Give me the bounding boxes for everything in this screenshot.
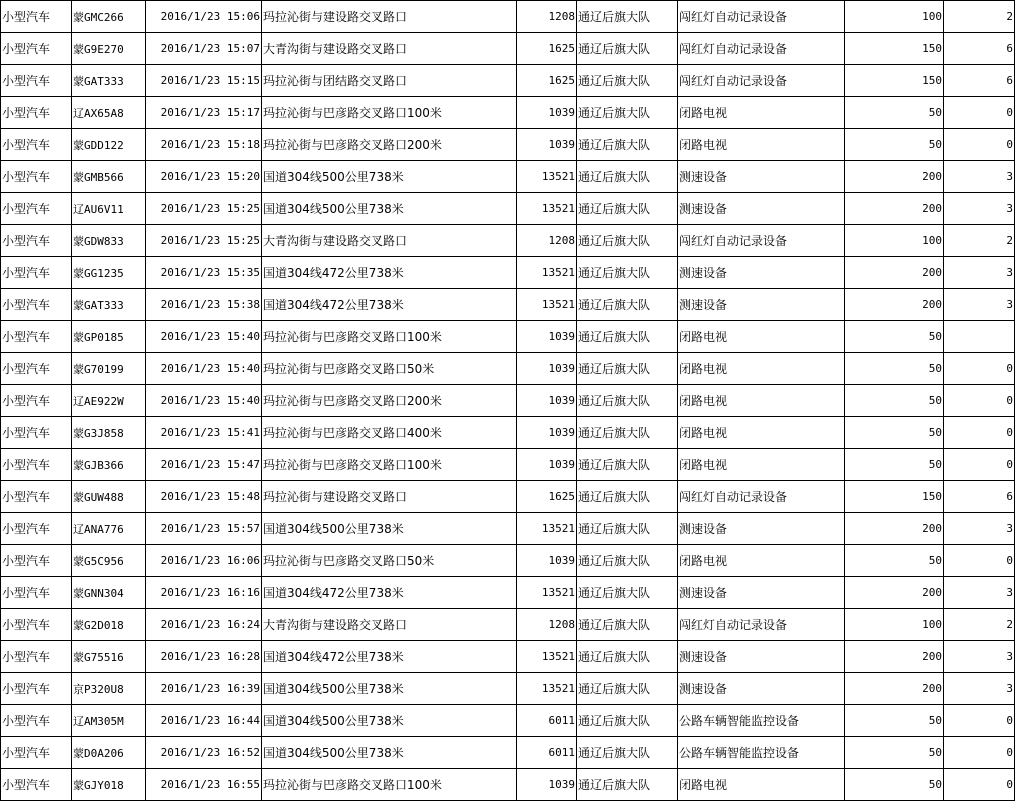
police-team-cell[interactable]: 通辽后旗大队: [577, 97, 678, 129]
vehicle-type-cell[interactable]: 小型汽车: [1, 577, 72, 609]
vehicle-type-cell[interactable]: 小型汽车: [1, 609, 72, 641]
table-row[interactable]: [1, 609, 1015, 641]
location-cell[interactable]: 玛拉沁街与巴彦路交叉路口100米: [262, 449, 517, 481]
police-team-cell[interactable]: 通辽后旗大队: [577, 65, 678, 97]
capture-device-cell[interactable]: 测速设备: [678, 673, 845, 705]
vehicle-type-cell[interactable]: 小型汽车: [1, 449, 72, 481]
plate-number-cell[interactable]: 蒙GG1235: [72, 257, 146, 289]
table-row[interactable]: [1, 641, 1015, 673]
capture-device-cell[interactable]: 闯红灯自动记录设备: [678, 225, 845, 257]
violation-time-cell[interactable]: 2016/1/23 15:35: [146, 257, 262, 289]
location-cell[interactable]: 国道304线472公里738米: [262, 257, 517, 289]
fine-amount-cell[interactable]: 50: [845, 769, 944, 801]
fine-amount-cell[interactable]: 50: [845, 353, 944, 385]
violation-code-cell[interactable]: 1208: [517, 225, 577, 257]
vehicle-type-cell[interactable]: 小型汽车: [1, 769, 72, 801]
location-cell[interactable]: 玛拉沁街与巴彦路交叉路口50米: [262, 353, 517, 385]
plate-number-cell[interactable]: 蒙GNN304: [72, 577, 146, 609]
plate-number-cell[interactable]: 辽AU6V11: [72, 193, 146, 225]
violation-code-cell[interactable]: 1039: [517, 129, 577, 161]
penalty-points-cell[interactable]: 0: [944, 353, 1015, 385]
capture-device-cell[interactable]: 测速设备: [678, 641, 845, 673]
plate-number-cell[interactable]: 蒙G2D018: [72, 609, 146, 641]
police-team-cell[interactable]: 通辽后旗大队: [577, 353, 678, 385]
location-cell[interactable]: 玛拉沁街与团结路交叉路口: [262, 65, 517, 97]
capture-device-cell[interactable]: 闯红灯自动记录设备: [678, 609, 845, 641]
capture-device-cell[interactable]: 闯红灯自动记录设备: [678, 33, 845, 65]
penalty-points-cell[interactable]: 3: [944, 193, 1015, 225]
police-team-cell[interactable]: 通辽后旗大队: [577, 449, 678, 481]
capture-device-cell[interactable]: 公路车辆智能监控设备: [678, 737, 845, 769]
violation-time-cell[interactable]: 2016/1/23 15:18: [146, 129, 262, 161]
violation-time-cell[interactable]: 2016/1/23 16:52: [146, 737, 262, 769]
fine-amount-cell[interactable]: 200: [845, 193, 944, 225]
table-row[interactable]: [1, 353, 1015, 385]
capture-device-cell[interactable]: 闯红灯自动记录设备: [678, 481, 845, 513]
fine-amount-cell[interactable]: 50: [845, 97, 944, 129]
table-row[interactable]: [1, 449, 1015, 481]
penalty-points-cell[interactable]: 0: [944, 385, 1015, 417]
capture-device-cell[interactable]: 闭路电视: [678, 449, 845, 481]
fine-amount-cell[interactable]: 50: [845, 705, 944, 737]
table-row[interactable]: [1, 417, 1015, 449]
capture-device-cell[interactable]: 测速设备: [678, 513, 845, 545]
location-cell[interactable]: 玛拉沁街与巴彦路交叉路口200米: [262, 385, 517, 417]
violation-time-cell[interactable]: 2016/1/23 16:24: [146, 609, 262, 641]
location-cell[interactable]: 玛拉沁街与巴彦路交叉路口50米: [262, 545, 517, 577]
penalty-points-cell[interactable]: 3: [944, 641, 1015, 673]
fine-amount-cell[interactable]: 200: [845, 513, 944, 545]
police-team-cell[interactable]: 通辽后旗大队: [577, 705, 678, 737]
location-cell[interactable]: 国道304线500公里738米: [262, 737, 517, 769]
capture-device-cell[interactable]: 测速设备: [678, 289, 845, 321]
penalty-points-cell[interactable]: 6: [944, 481, 1015, 513]
location-cell[interactable]: 国道304线500公里738米: [262, 673, 517, 705]
violation-code-cell[interactable]: 13521: [517, 673, 577, 705]
plate-number-cell[interactable]: 蒙GJB366: [72, 449, 146, 481]
table-row[interactable]: [1, 161, 1015, 193]
penalty-points-cell[interactable]: 2: [944, 1, 1015, 33]
capture-device-cell[interactable]: 测速设备: [678, 193, 845, 225]
penalty-points-cell[interactable]: [944, 321, 1015, 353]
vehicle-type-cell[interactable]: 小型汽车: [1, 385, 72, 417]
table-row[interactable]: [1, 129, 1015, 161]
plate-number-cell[interactable]: 蒙GP0185: [72, 321, 146, 353]
penalty-points-cell[interactable]: 3: [944, 257, 1015, 289]
police-team-cell[interactable]: 通辽后旗大队: [577, 513, 678, 545]
penalty-points-cell[interactable]: 3: [944, 513, 1015, 545]
fine-amount-cell[interactable]: 100: [845, 225, 944, 257]
capture-device-cell[interactable]: 测速设备: [678, 161, 845, 193]
police-team-cell[interactable]: 通辽后旗大队: [577, 769, 678, 801]
penalty-points-cell[interactable]: 6: [944, 65, 1015, 97]
penalty-points-cell[interactable]: 0: [944, 417, 1015, 449]
violation-code-cell[interactable]: 13521: [517, 193, 577, 225]
vehicle-type-cell[interactable]: 小型汽车: [1, 353, 72, 385]
penalty-points-cell[interactable]: 0: [944, 705, 1015, 737]
plate-number-cell[interactable]: 辽AX65A8: [72, 97, 146, 129]
table-row[interactable]: [1, 321, 1015, 353]
violation-code-cell[interactable]: 13521: [517, 257, 577, 289]
police-team-cell[interactable]: 通辽后旗大队: [577, 385, 678, 417]
capture-device-cell[interactable]: 闭路电视: [678, 353, 845, 385]
fine-amount-cell[interactable]: 50: [845, 545, 944, 577]
violation-time-cell[interactable]: 2016/1/23 16:28: [146, 641, 262, 673]
violation-code-cell[interactable]: 6011: [517, 705, 577, 737]
plate-number-cell[interactable]: 辽AM305M: [72, 705, 146, 737]
vehicle-type-cell[interactable]: 小型汽车: [1, 513, 72, 545]
vehicle-type-cell[interactable]: 小型汽车: [1, 193, 72, 225]
penalty-points-cell[interactable]: 0: [944, 769, 1015, 801]
police-team-cell[interactable]: 通辽后旗大队: [577, 577, 678, 609]
violation-time-cell[interactable]: 2016/1/23 15:15: [146, 65, 262, 97]
table-row[interactable]: [1, 257, 1015, 289]
table-row[interactable]: [1, 481, 1015, 513]
penalty-points-cell[interactable]: 3: [944, 289, 1015, 321]
violation-code-cell[interactable]: 13521: [517, 641, 577, 673]
violation-time-cell[interactable]: 2016/1/23 15:40: [146, 353, 262, 385]
plate-number-cell[interactable]: 辽AE922W: [72, 385, 146, 417]
location-cell[interactable]: 国道304线500公里738米: [262, 705, 517, 737]
capture-device-cell[interactable]: 闭路电视: [678, 321, 845, 353]
capture-device-cell[interactable]: 闭路电视: [678, 417, 845, 449]
fine-amount-cell[interactable]: 200: [845, 257, 944, 289]
vehicle-type-cell[interactable]: 小型汽车: [1, 97, 72, 129]
violation-code-cell[interactable]: 1625: [517, 481, 577, 513]
plate-number-cell[interactable]: 蒙GDW833: [72, 225, 146, 257]
penalty-points-cell[interactable]: 3: [944, 161, 1015, 193]
violation-code-cell[interactable]: 1039: [517, 417, 577, 449]
table-row[interactable]: [1, 193, 1015, 225]
plate-number-cell[interactable]: 蒙GJY018: [72, 769, 146, 801]
police-team-cell[interactable]: 通辽后旗大队: [577, 641, 678, 673]
location-cell[interactable]: 玛拉沁街与建设路交叉路口: [262, 481, 517, 513]
plate-number-cell[interactable]: 蒙GAT333: [72, 65, 146, 97]
table-row[interactable]: [1, 577, 1015, 609]
plate-number-cell[interactable]: 蒙GDD122: [72, 129, 146, 161]
penalty-points-cell[interactable]: 2: [944, 225, 1015, 257]
table-row[interactable]: [1, 385, 1015, 417]
location-cell[interactable]: 玛拉沁街与建设路交叉路口: [262, 1, 517, 33]
table-row[interactable]: [1, 769, 1015, 801]
capture-device-cell[interactable]: 闭路电视: [678, 769, 845, 801]
table-row[interactable]: [1, 705, 1015, 737]
vehicle-type-cell[interactable]: 小型汽车: [1, 417, 72, 449]
violation-time-cell[interactable]: 2016/1/23 15:57: [146, 513, 262, 545]
location-cell[interactable]: 玛拉沁街与巴彦路交叉路口100米: [262, 97, 517, 129]
violation-time-cell[interactable]: 2016/1/23 16:44: [146, 705, 262, 737]
violation-code-cell[interactable]: 6011: [517, 737, 577, 769]
fine-amount-cell[interactable]: 50: [845, 417, 944, 449]
police-team-cell[interactable]: 通辽后旗大队: [577, 481, 678, 513]
capture-device-cell[interactable]: 测速设备: [678, 257, 845, 289]
vehicle-type-cell[interactable]: 小型汽车: [1, 33, 72, 65]
police-team-cell[interactable]: 通辽后旗大队: [577, 289, 678, 321]
vehicle-type-cell[interactable]: 小型汽车: [1, 65, 72, 97]
vehicle-type-cell[interactable]: 小型汽车: [1, 225, 72, 257]
fine-amount-cell[interactable]: 100: [845, 1, 944, 33]
table-row[interactable]: [1, 289, 1015, 321]
fine-amount-cell[interactable]: 150: [845, 33, 944, 65]
fine-amount-cell[interactable]: 150: [845, 481, 944, 513]
location-cell[interactable]: 国道304线500公里738米: [262, 161, 517, 193]
penalty-points-cell[interactable]: 0: [944, 545, 1015, 577]
fine-amount-cell[interactable]: 50: [845, 449, 944, 481]
vehicle-type-cell[interactable]: 小型汽车: [1, 1, 72, 33]
plate-number-cell[interactable]: 蒙GAT333: [72, 289, 146, 321]
fine-amount-cell[interactable]: 200: [845, 289, 944, 321]
fine-amount-cell[interactable]: 100: [845, 609, 944, 641]
table-row[interactable]: [1, 1, 1015, 33]
fine-amount-cell[interactable]: 50: [845, 385, 944, 417]
table-row[interactable]: [1, 673, 1015, 705]
violation-code-cell[interactable]: 1039: [517, 545, 577, 577]
vehicle-type-cell[interactable]: 小型汽车: [1, 289, 72, 321]
penalty-points-cell[interactable]: 2: [944, 609, 1015, 641]
vehicle-type-cell[interactable]: 小型汽车: [1, 481, 72, 513]
plate-number-cell[interactable]: 蒙G3J858: [72, 417, 146, 449]
vehicle-type-cell[interactable]: 小型汽车: [1, 705, 72, 737]
violation-code-cell[interactable]: 1625: [517, 65, 577, 97]
plate-number-cell[interactable]: 蒙GUW488: [72, 481, 146, 513]
police-team-cell[interactable]: 通辽后旗大队: [577, 225, 678, 257]
violation-time-cell[interactable]: 2016/1/23 15:06: [146, 1, 262, 33]
violation-time-cell[interactable]: 2016/1/23 16:16: [146, 577, 262, 609]
capture-device-cell[interactable]: 闭路电视: [678, 129, 845, 161]
police-team-cell[interactable]: 通辽后旗大队: [577, 417, 678, 449]
vehicle-type-cell[interactable]: 小型汽车: [1, 129, 72, 161]
plate-number-cell[interactable]: 蒙GMC266: [72, 1, 146, 33]
table-row[interactable]: [1, 65, 1015, 97]
violation-code-cell[interactable]: 13521: [517, 513, 577, 545]
violation-time-cell[interactable]: 2016/1/23 16:55: [146, 769, 262, 801]
location-cell[interactable]: 国道304线500公里738米: [262, 193, 517, 225]
fine-amount-cell[interactable]: 50: [845, 129, 944, 161]
violation-code-cell[interactable]: 1039: [517, 353, 577, 385]
plate-number-cell[interactable]: 蒙G70199: [72, 353, 146, 385]
police-team-cell[interactable]: 通辽后旗大队: [577, 545, 678, 577]
plate-number-cell[interactable]: 蒙D0A206: [72, 737, 146, 769]
police-team-cell[interactable]: 通辽后旗大队: [577, 129, 678, 161]
fine-amount-cell[interactable]: 200: [845, 673, 944, 705]
police-team-cell[interactable]: 通辽后旗大队: [577, 161, 678, 193]
fine-amount-cell[interactable]: 50: [845, 737, 944, 769]
fine-amount-cell[interactable]: 50: [845, 321, 944, 353]
violation-code-cell[interactable]: 1208: [517, 1, 577, 33]
police-team-cell[interactable]: 通辽后旗大队: [577, 193, 678, 225]
location-cell[interactable]: 玛拉沁街与巴彦路交叉路口400米: [262, 417, 517, 449]
violation-time-cell[interactable]: 2016/1/23 15:40: [146, 385, 262, 417]
location-cell[interactable]: 国道304线472公里738米: [262, 577, 517, 609]
table-body: [1, 1, 1015, 801]
plate-number-cell[interactable]: 蒙G9E270: [72, 33, 146, 65]
violation-code-cell[interactable]: 13521: [517, 577, 577, 609]
penalty-points-cell[interactable]: 3: [944, 673, 1015, 705]
location-cell[interactable]: 玛拉沁街与巴彦路交叉路口200米: [262, 129, 517, 161]
table-row[interactable]: [1, 737, 1015, 769]
police-team-cell[interactable]: 通辽后旗大队: [577, 33, 678, 65]
plate-number-cell[interactable]: 蒙G5C956: [72, 545, 146, 577]
fine-amount-cell[interactable]: 150: [845, 65, 944, 97]
violation-time-cell[interactable]: 2016/1/23 15:41: [146, 417, 262, 449]
violation-code-cell[interactable]: 1625: [517, 33, 577, 65]
violation-time-cell[interactable]: 2016/1/23 15:25: [146, 225, 262, 257]
penalty-points-cell[interactable]: 0: [944, 129, 1015, 161]
penalty-points-cell[interactable]: 6: [944, 33, 1015, 65]
vehicle-type-cell[interactable]: 小型汽车: [1, 257, 72, 289]
violation-time-cell[interactable]: 2016/1/23 15:40: [146, 321, 262, 353]
violation-code-cell[interactable]: 1208: [517, 609, 577, 641]
plate-number-cell[interactable]: 蒙G75516: [72, 641, 146, 673]
fine-amount-cell[interactable]: 200: [845, 577, 944, 609]
plate-number-cell[interactable]: 蒙GMB566: [72, 161, 146, 193]
location-cell[interactable]: 玛拉沁街与巴彦路交叉路口100米: [262, 321, 517, 353]
table-row[interactable]: [1, 33, 1015, 65]
location-cell[interactable]: 大青沟街与建设路交叉路口: [262, 225, 517, 257]
vehicle-type-cell[interactable]: 小型汽车: [1, 673, 72, 705]
violation-code-cell[interactable]: 1039: [517, 449, 577, 481]
table-row[interactable]: [1, 513, 1015, 545]
violation-time-cell[interactable]: 2016/1/23 15:17: [146, 97, 262, 129]
police-team-cell[interactable]: 通辽后旗大队: [577, 609, 678, 641]
police-team-cell[interactable]: 通辽后旗大队: [577, 673, 678, 705]
penalty-points-cell[interactable]: 0: [944, 97, 1015, 129]
plate-number-cell[interactable]: 辽ANA776: [72, 513, 146, 545]
violation-code-cell[interactable]: 1039: [517, 385, 577, 417]
location-cell[interactable]: 国道304线500公里738米: [262, 513, 517, 545]
capture-device-cell[interactable]: 闯红灯自动记录设备: [678, 1, 845, 33]
location-cell[interactable]: 玛拉沁街与巴彦路交叉路口100米: [262, 769, 517, 801]
violation-time-cell[interactable]: 2016/1/23 15:25: [146, 193, 262, 225]
violation-time-cell[interactable]: 2016/1/23 15:48: [146, 481, 262, 513]
violation-code-cell[interactable]: 13521: [517, 289, 577, 321]
table-row[interactable]: [1, 225, 1015, 257]
violation-code-cell[interactable]: 1039: [517, 97, 577, 129]
table-row[interactable]: [1, 545, 1015, 577]
violation-time-cell[interactable]: 2016/1/23 15:47: [146, 449, 262, 481]
vehicle-type-cell[interactable]: 小型汽车: [1, 641, 72, 673]
table-row[interactable]: [1, 97, 1015, 129]
capture-device-cell[interactable]: 公路车辆智能监控设备: [678, 705, 845, 737]
violation-code-cell[interactable]: 1039: [517, 769, 577, 801]
police-team-cell[interactable]: 通辽后旗大队: [577, 1, 678, 33]
location-cell[interactable]: 大青沟街与建设路交叉路口: [262, 33, 517, 65]
violation-time-cell[interactable]: 2016/1/23 15:20: [146, 161, 262, 193]
vehicle-type-cell[interactable]: 小型汽车: [1, 161, 72, 193]
vehicle-type-cell[interactable]: 小型汽车: [1, 321, 72, 353]
plate-number-cell[interactable]: 京P320U8: [72, 673, 146, 705]
fine-amount-cell[interactable]: 200: [845, 641, 944, 673]
capture-device-cell[interactable]: 测速设备: [678, 577, 845, 609]
capture-device-cell[interactable]: 闭路电视: [678, 545, 845, 577]
police-team-cell[interactable]: 通辽后旗大队: [577, 257, 678, 289]
location-cell[interactable]: 国道304线472公里738米: [262, 641, 517, 673]
violation-code-cell[interactable]: 1039: [517, 321, 577, 353]
police-team-cell[interactable]: 通辽后旗大队: [577, 737, 678, 769]
location-cell[interactable]: 大青沟街与建设路交叉路口: [262, 609, 517, 641]
violation-time-cell[interactable]: 2016/1/23 15:38: [146, 289, 262, 321]
fine-amount-cell[interactable]: 200: [845, 161, 944, 193]
vehicle-type-cell[interactable]: 小型汽车: [1, 737, 72, 769]
violation-time-cell[interactable]: 2016/1/23 16:39: [146, 673, 262, 705]
violation-time-cell[interactable]: 2016/1/23 16:06: [146, 545, 262, 577]
capture-device-cell[interactable]: 闭路电视: [678, 385, 845, 417]
capture-device-cell[interactable]: 闯红灯自动记录设备: [678, 65, 845, 97]
violation-time-cell[interactable]: 2016/1/23 15:07: [146, 33, 262, 65]
penalty-points-cell[interactable]: 0: [944, 737, 1015, 769]
police-team-cell[interactable]: 通辽后旗大队: [577, 321, 678, 353]
location-cell[interactable]: 国道304线472公里738米: [262, 289, 517, 321]
capture-device-cell[interactable]: 闭路电视: [678, 97, 845, 129]
penalty-points-cell[interactable]: 0: [944, 449, 1015, 481]
violation-code-cell[interactable]: 13521: [517, 161, 577, 193]
vehicle-type-cell[interactable]: 小型汽车: [1, 545, 72, 577]
penalty-points-cell[interactable]: 3: [944, 577, 1015, 609]
